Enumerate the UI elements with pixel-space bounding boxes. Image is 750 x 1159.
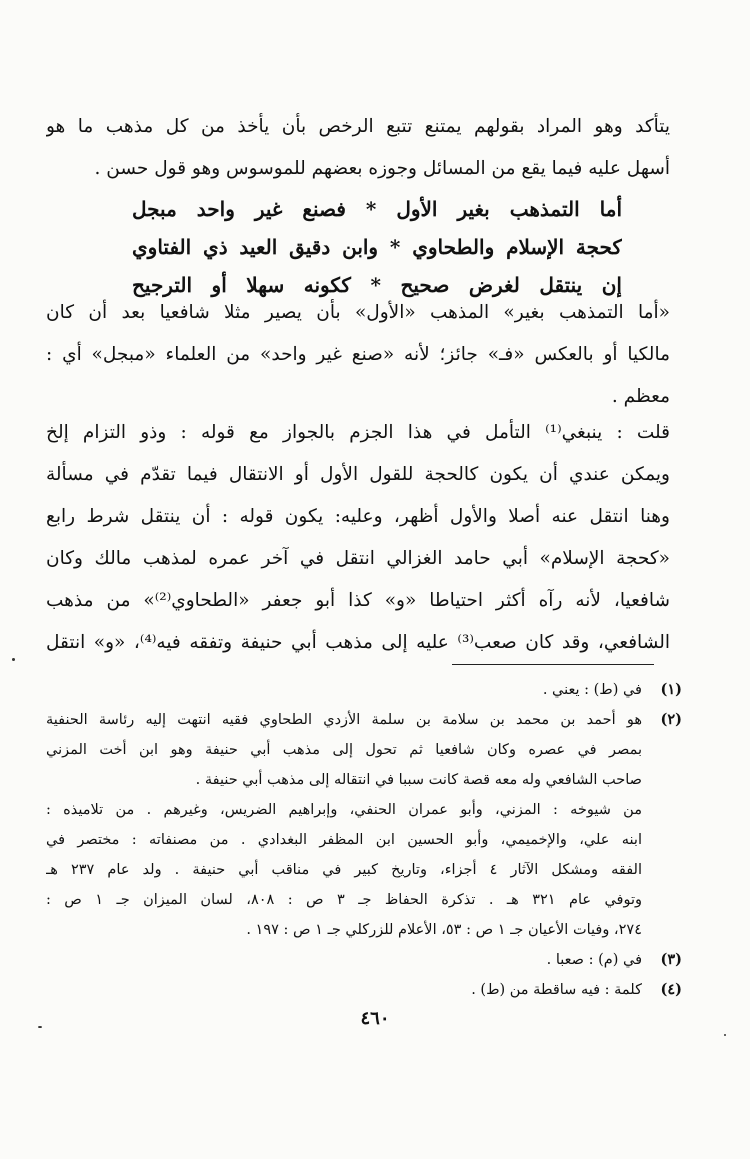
text-line: الشافعي، وقد كان صعب⁽³⁾ عليه إلى مذهب أبي حنيفة وتفقه فيه⁽⁴⁾، «و» انتقل xyxy=(46,632,670,653)
footnote-separator xyxy=(452,664,654,665)
footnote-line: كلمة : فيه ساقطة من (ط) . xyxy=(471,982,642,998)
text-line: وهنا انتقل عنه أصلا والأول أظهر، وعليه: يكون قوله : أن ينتقل شرط رابع xyxy=(46,506,670,527)
footnote-number: (٢) xyxy=(660,711,682,728)
text-line: «أما التمذهب بغير» المذهب «الأول» بأن يصير مثلا شافعيا بعد أن كان xyxy=(46,302,670,323)
footnotes xyxy=(46,675,682,1005)
footnote-item xyxy=(46,705,682,795)
footnote-line: هو أحمد بن محمد بن سلامة بن سلمة الأزدي الطحاوي فقيه انتهت إليه رئاسة الحنفية xyxy=(46,712,642,728)
footnote-number: (١) xyxy=(660,681,682,698)
footnote-item xyxy=(46,795,682,945)
footnote-line: في (ط) : يعني . xyxy=(542,682,642,698)
scan-speck xyxy=(12,658,15,661)
text-line: معظم . xyxy=(611,386,670,407)
footnote-line: صاحب الشافعي وله معه قصة كانت سببا في انتقاله إلى مذهب أبي حنيفة . xyxy=(195,772,642,788)
verse-block xyxy=(132,190,622,304)
text-line: «كحجة الإسلام» أبي حامد الغزالي انتقل في آخر عمره لمذهب مالك وكان xyxy=(46,548,670,569)
text-line: ويمكن عندي أن يكون كالحجة للقول الأول أو الانتقال فيما تقدّم في مسألة xyxy=(46,464,670,485)
verse-line: أما التمذهب بغير الأول * فصنع غير واحد مبجل xyxy=(132,197,622,221)
text-line: شافعيا، لأنه رآه أكثر احتياطا «و» كذا أبو جعفر «الطحاوي⁽²⁾» من مذهب xyxy=(46,590,670,611)
footnote-item xyxy=(46,945,682,975)
footnote-number: (٤) xyxy=(660,981,682,998)
commentary-paragraph xyxy=(46,292,670,418)
footnote-line: ٢٧٤، وفيات الأعيان جـ ١ ص : ٥٣، الأعلام للزركلي جـ ١ ص : ١٩٧ . xyxy=(246,922,642,938)
text-line: مالكيا أو بالعكس «فـ» جائز؛ لأنه «صنع غير واحد» من العلماء «مبجل» أي : xyxy=(46,344,670,365)
text-line: أسهل عليه فيما يقع من المسائل وجوزه بعضهم للموسوس وهو قول حسن . xyxy=(94,158,670,179)
footnote-item xyxy=(46,675,682,705)
discussion-paragraph xyxy=(46,412,670,664)
footnote-line: في (م) : صعبا . xyxy=(546,952,642,968)
footnote-line: وتوفي عام ٣٢١ هـ . تذكرة الحفاظ جـ ٣ ص : ٨٠٨، لسان الميزان جـ ١ ص : xyxy=(46,892,642,908)
scan-speck xyxy=(38,1026,42,1028)
page-number: ٤٦٠ xyxy=(360,1008,390,1029)
scan-speck xyxy=(724,1034,726,1036)
verse-line: إن ينتقل لغرض صحيح * ككونه سهلا أو الترجيح xyxy=(132,273,622,297)
footnote-line: من شيوخه : المزني، وأبو عمران الحنفي، وإبراهيم الضريس، وغيرهم . من تلاميذه : xyxy=(46,802,642,818)
text-line: قلت : ينبغي⁽¹⁾ التأمل في هذا الجزم بالجواز مع قوله : وذو التزام إلخ xyxy=(46,422,670,443)
verse-line: كحجة الإسلام والطحاوي * وابن دقيق العيد ذي الفتاوي xyxy=(132,235,622,259)
intro-paragraph xyxy=(46,106,670,190)
footnote-line: بمصر في عصره وكان شافعيا ثم تحول إلى مذهب أبي حنيفة وهو ابن أخت المزني xyxy=(46,742,642,758)
text-line: يتأكد وهو المراد بقولهم يمتنع تتبع الرخص بأن يأخذ من كل مذهب ما هو xyxy=(46,116,670,137)
footnote-line: الفقه ومشكل الآثار ٤ أجزاء، وتاريخ كبير في مناقب أبي حنيفة . ولد عام ٢٣٧ هـ xyxy=(46,862,642,878)
footnote-item xyxy=(46,975,682,1005)
footnote-line: ابنه علي، والإخميمي، وأبو الحسين ابن المظفر البغدادي . من مصنفاته : مختصر في xyxy=(46,832,642,848)
footnote-number xyxy=(642,795,682,945)
footnote-number: (٣) xyxy=(660,951,682,968)
